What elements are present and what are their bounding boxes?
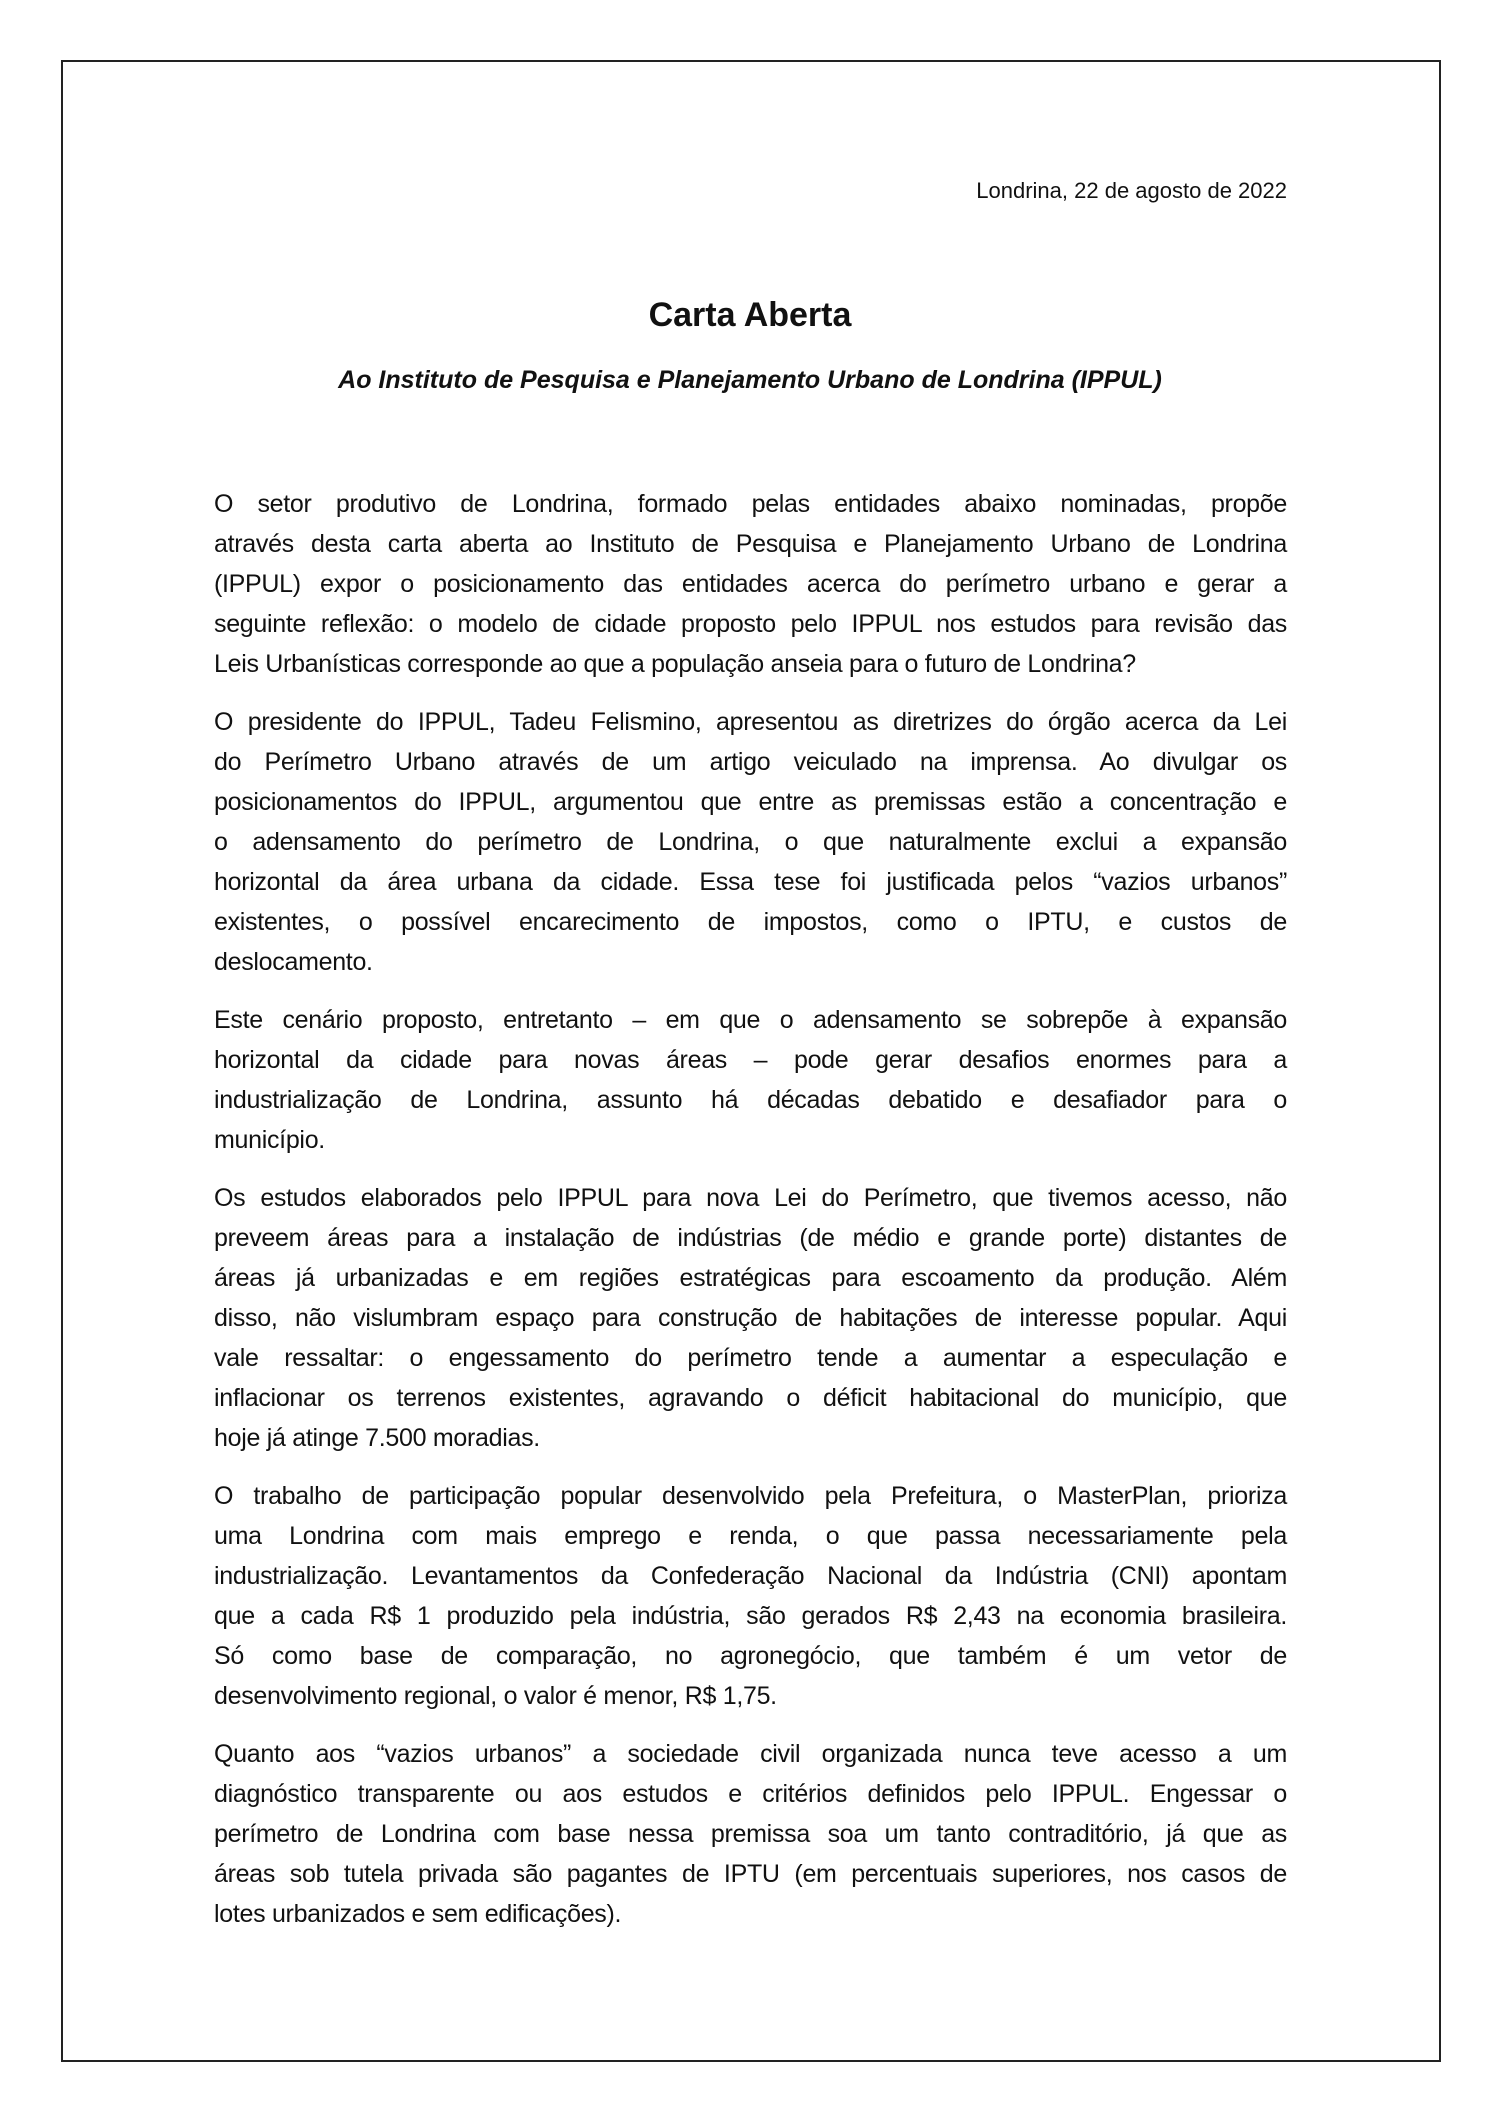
- paragraph-line: Este cenário proposto, entretanto – em que o adensamento se sobrepõe à expansão: [214, 1006, 1287, 1034]
- letter-date: Londrina, 22 de agosto de 2022: [976, 178, 1287, 203]
- paragraph-line: desenvolvimento regional, o valor é menor, R$ 1,75.: [214, 1682, 777, 1710]
- paragraph-line: O trabalho de participação popular desenvolvido pela Prefeitura, o MasterPlan, prioriza: [214, 1482, 1287, 1510]
- paragraph: [214, 484, 1287, 684]
- paragraph-line: inflacionar os terrenos existentes, agravando o déficit habitacional do município, que: [214, 1384, 1287, 1412]
- paragraph: [214, 1000, 1287, 1160]
- paragraph: [214, 1734, 1287, 1934]
- letter-title: Carta Aberta: [648, 296, 852, 334]
- paragraph-line: áreas sob tutela privada são pagantes de IPTU (em percentuais superiores, nos casos de: [214, 1860, 1287, 1888]
- paragraph-line: do Perímetro Urbano através de um artigo veiculado na imprensa. Ao divulgar os: [214, 748, 1287, 776]
- paragraph-line: O presidente do IPPUL, Tadeu Felismino, apresentou as diretrizes do órgão acerca da Lei: [214, 708, 1287, 736]
- paragraph-line: áreas já urbanizadas e em regiões estratégicas para escoamento da produção. Além: [214, 1264, 1287, 1292]
- paragraph-line: hoje já atinge 7.500 moradias.: [214, 1424, 540, 1452]
- paragraph-line: O setor produtivo de Londrina, formado pelas entidades abaixo nominadas, propõe: [214, 490, 1287, 518]
- paragraph: [214, 702, 1287, 982]
- paragraph-line: município.: [214, 1126, 325, 1154]
- letter-recipient: Ao Instituto de Pesquisa e Planejamento Urbano de Londrina (IPPUL): [338, 366, 1162, 394]
- paragraph-line: perímetro de Londrina com base nessa premissa soa um tanto contraditório, já que as: [214, 1820, 1287, 1848]
- paragraph: [214, 1178, 1287, 1458]
- paragraph-line: diagnóstico transparente ou aos estudos e critérios definidos pelo IPPUL. Engessar o: [214, 1780, 1287, 1808]
- paragraph-line: Quanto aos “vazios urbanos” a sociedade civil organizada nunca teve acesso a um: [214, 1740, 1287, 1768]
- paragraph-line: seguinte reflexão: o modelo de cidade proposto pelo IPPUL nos estudos para revisão das: [214, 610, 1287, 638]
- paragraph-line: existentes, o possível encarecimento de impostos, como o IPTU, e custos de: [214, 908, 1287, 936]
- paragraph-line: (IPPUL) expor o posicionamento das entidades acerca do perímetro urbano e gerar a: [214, 570, 1287, 598]
- paragraph-line: preveem áreas para a instalação de indústrias (de médio e grande porte) distantes de: [214, 1224, 1287, 1252]
- letter-body: [214, 484, 1287, 1952]
- paragraph-line: industrialização. Levantamentos da Confederação Nacional da Indústria (CNI) apontam: [214, 1562, 1287, 1590]
- paragraph-line: através desta carta aberta ao Instituto de Pesquisa e Planejamento Urbano de Londrina: [214, 530, 1287, 558]
- paragraph-line: disso, não vislumbram espaço para construção de habitações de interesse popular. Aqui: [214, 1304, 1287, 1332]
- paragraph-line: horizontal da área urbana da cidade. Essa tese foi justificada pelos “vazios urbanos”: [214, 868, 1287, 896]
- paragraph-line: Leis Urbanísticas corresponde ao que a população anseia para o futuro de Londrina?: [214, 650, 1136, 678]
- paragraph-line: que a cada R$ 1 produzido pela indústria, são gerados R$ 2,43 na economia brasileira.: [214, 1602, 1287, 1630]
- paragraph-line: horizontal da cidade para novas áreas – pode gerar desafios enormes para a: [214, 1046, 1287, 1074]
- paragraph-line: lotes urbanizados e sem edificações).: [214, 1900, 622, 1928]
- paragraph: [214, 1476, 1287, 1716]
- paragraph-line: Só como base de comparação, no agronegócio, que também é um vetor de: [214, 1642, 1287, 1670]
- paragraph-line: uma Londrina com mais emprego e renda, o que passa necessariamente pela: [214, 1522, 1287, 1550]
- paragraph-line: Os estudos elaborados pelo IPPUL para nova Lei do Perímetro, que tivemos acesso, não: [214, 1184, 1287, 1212]
- paragraph-line: posicionamentos do IPPUL, argumentou que entre as premissas estão a concentração e: [214, 788, 1287, 816]
- paragraph-line: o adensamento do perímetro de Londrina, o que naturalmente exclui a expansão: [214, 828, 1287, 856]
- paragraph-line: vale ressaltar: o engessamento do perímetro tende a aumentar a especulação e: [214, 1344, 1287, 1372]
- paragraph-line: deslocamento.: [214, 948, 373, 976]
- paragraph-line: industrialização de Londrina, assunto há décadas debatido e desafiador para o: [214, 1086, 1287, 1114]
